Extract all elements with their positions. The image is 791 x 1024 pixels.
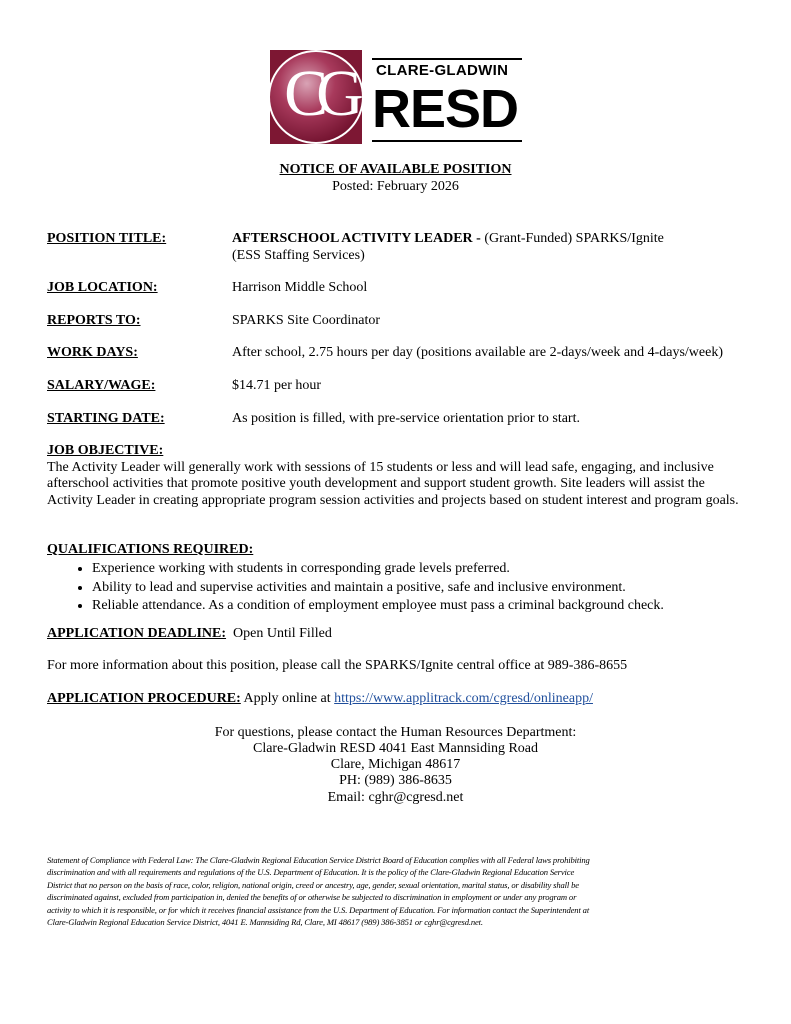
job-location-label: JOB LOCATION:: [47, 280, 158, 295]
position-title-value: [232, 231, 664, 247]
footer-line: Statement of Compliance with Federal Law: The Clare-Gladwin Regional Education Service District Board of Education complies with all Federal laws prohibiting: [47, 855, 590, 865]
contact-line: Clare, Michigan 48617: [330, 757, 461, 772]
contact-line: For questions, please contact the Human Resources Department:: [214, 725, 577, 740]
contact-line: Clare-Gladwin RESD 4041 East Mannsiding Road: [252, 741, 539, 756]
salary-label: SALARY/WAGE:: [47, 378, 156, 393]
posted-date: Posted: February 2026: [332, 179, 459, 194]
position-title-detail: (Grant-Funded) SPARKS/Ignite: [484, 231, 664, 246]
qualifications-heading: QUALIFICATIONS REQUIRED:: [47, 542, 254, 557]
deadline-label: APPLICATION DEADLINE:: [47, 626, 227, 641]
procedure-text: Apply online at: [243, 691, 331, 706]
application-link[interactable]: https://www.applitrack.com/cgresd/onlineapp/: [334, 691, 593, 706]
logo: [268, 48, 523, 146]
starting-date-label: STARTING DATE:: [47, 411, 165, 426]
footer-line: discrimination and with all requirements and regulations of the U.S. Department of Education. It is the policy of the Clare-Gladwin Regional Education Service: [47, 867, 575, 878]
reports-to-label: REPORTS TO:: [47, 313, 141, 328]
qualification-item: • Ability to lead and supervise activities and maintain a positive, safe and inclusive environment.: [92, 579, 664, 598]
contact-line: PH: (989) 386-8635: [339, 773, 452, 788]
job-objective-heading: JOB OBJECTIVE:: [47, 443, 164, 458]
footer-line: District that no person on the basis of race, color, religion, national origin, creed or ancestry, age, gender, sexual orientation, marital status, or disability shall be: [47, 879, 579, 890]
job-location-value: Harrison Middle School: [232, 280, 368, 295]
salary-value: $14.71 per hour: [232, 378, 322, 393]
deadline-value: Open Until Filled: [233, 626, 332, 641]
position-title-main: AFTERSCHOOL ACTIVITY LEADER -: [232, 231, 485, 246]
work-days-label: WORK DAYS:: [47, 345, 138, 360]
application-procedure: [47, 691, 593, 707]
application-deadline: [47, 626, 332, 642]
footer-line: activity to which it is responsible, or for which it receives financial assistance from the U.S. Department of Education. For information contact the Superintendent at: [47, 904, 590, 915]
job-objective-text: The Activity Leader will generally work with sessions of 15 students or less and will lead safe, engaging, and inclusive afterschool activities that promote positive youth development and support student growth. Site leaders will assist the Activity Leader in creating appropriate program session activities and projects based on student interest and program goals.: [47, 460, 739, 508]
more-info-text: For more information about this position, please call the SPARKS/Ignite central office at 989-386-8655: [47, 658, 628, 673]
starting-date-value: As position is filled, with pre-service orientation prior to start.: [232, 411, 580, 426]
logo-rule-top: [372, 58, 522, 60]
procedure-label: APPLICATION PROCEDURE:: [47, 691, 241, 706]
qualification-item: • Reliable attendance. As a condition of employment employee must pass a criminal background check.: [92, 597, 664, 616]
contact-email: Email: cghr@cgresd.net: [327, 790, 464, 805]
compliance-statement: [47, 854, 767, 928]
logo-line1: CLARE-GLADWIN: [376, 62, 509, 79]
position-title-value2: (ESS Staffing Services): [232, 248, 365, 263]
qualifications-list: [47, 560, 664, 616]
qualification-item: • Experience working with students in corresponding grade levels preferred.: [92, 560, 664, 579]
reports-to-value: SPARKS Site Coordinator: [232, 313, 381, 328]
logo-monogram: CG: [284, 57, 352, 130]
logo-line2: RESD: [372, 79, 519, 139]
work-days-value: After school, 2.75 hours per day (positions available are 2-days/week and 4-days/week): [232, 345, 724, 360]
footer-line: Clare-Gladwin Regional Education Service District, 4041 E. Mannsiding Rd, Clare, MI 48617 (989) 386-3851 or cghr@cgresd.net.: [47, 917, 483, 928]
logo-rule-bottom: [372, 140, 522, 142]
notice-title: NOTICE OF AVAILABLE POSITION: [279, 162, 512, 177]
position-title-label: POSITION TITLE:: [47, 231, 167, 246]
footer-line: discriminated against, excluded from participation in, denied the benefits of or otherwise be subjected to discrimination in employment or under any program or: [47, 892, 577, 903]
